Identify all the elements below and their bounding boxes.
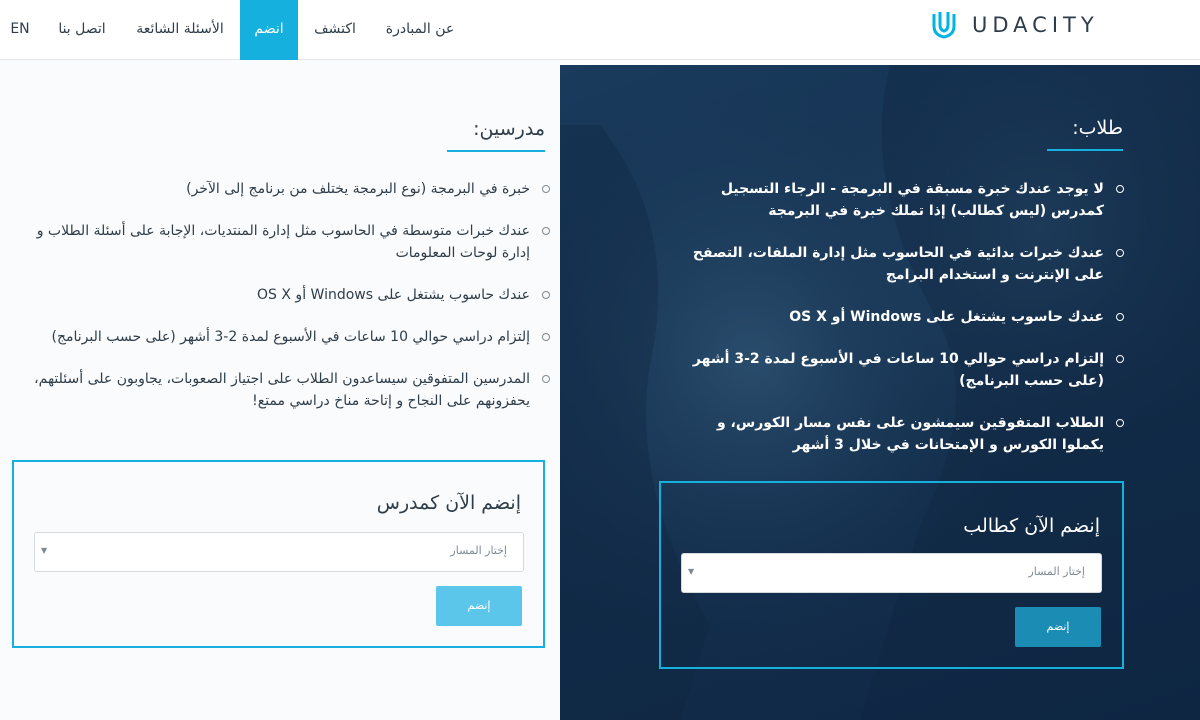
list-item (684, 306, 1124, 328)
list-item (28, 368, 550, 412)
circle-bullet-icon (542, 185, 550, 193)
list-item-text: لا يوجد عندك خبرة مسبقة في البرمجة - الرجاء التسجيل كمدرس (ليس كطالب) إذا تملك خبرة في البرمجة (720, 181, 1104, 219)
mentors-requirements-list (28, 178, 550, 412)
list-item (684, 178, 1124, 222)
circle-bullet-icon (1116, 355, 1124, 363)
select-placeholder: إختار المسار (1028, 565, 1085, 578)
list-item-text: عندك حاسوب يشتغل على Windows أو OS X (257, 287, 530, 303)
nav-about[interactable]: عن المبادرة (385, 21, 455, 37)
logo-wordmark: UDACITY (972, 13, 1099, 37)
student-join-title: إنضم الآن كطالب (963, 515, 1100, 537)
udacity-logo[interactable] (928, 10, 1099, 40)
list-item-text: الطلاب المتفوقين سيمشون على نفس مسار الكورس، و يكملوا الكورس و الإمتحانات في خلال 3 أشهر (716, 415, 1104, 453)
mentors-title: مدرسين: (473, 118, 545, 140)
circle-bullet-icon (542, 375, 550, 383)
circle-bullet-icon (1116, 249, 1124, 257)
circle-bullet-icon (542, 333, 550, 341)
list-item-text: إلتزام دراسي حوالي 10 ساعات في الأسبوع لمدة 2-3 أشهر (على حسب البرنامج) (51, 329, 530, 345)
nav-explore[interactable]: اكتشف (314, 21, 356, 37)
circle-bullet-icon (1116, 419, 1124, 427)
mentors-panel (0, 60, 560, 720)
student-join-button[interactable]: إنضم (1015, 607, 1101, 647)
list-item (28, 220, 550, 264)
student-track-select[interactable] (681, 553, 1102, 593)
students-requirements-list (684, 178, 1124, 456)
list-item-text: عندك حاسوب يشتغل على Windows أو OS X (789, 309, 1104, 325)
list-item-text: المدرسين المتفوقين سيساعدون الطلاب على اجتياز الصعوبات، يجاوبون على أسئلتهم، يحفزونهم على النجاح و إتاحة مناخ دراسي ممتع! (34, 371, 530, 409)
students-title-underline (1047, 149, 1123, 151)
student-join-box (659, 481, 1124, 669)
circle-bullet-icon (1116, 185, 1124, 193)
circle-bullet-icon (542, 227, 550, 235)
nav-join[interactable]: انضم (240, 0, 298, 60)
list-item (28, 178, 550, 200)
triangle-down-icon: ▼ (41, 546, 48, 555)
udacity-u-logo-icon (928, 10, 960, 40)
students-title: طلاب: (1072, 117, 1123, 139)
circle-bullet-icon (1116, 313, 1124, 321)
list-item (28, 284, 550, 306)
list-item-text: عندك خبرات متوسطة في الحاسوب مثل إدارة المنتديات، الإجابة على أسئلة الطلاب و إدارة لوحات المعلومات (36, 223, 530, 261)
list-item (684, 242, 1124, 286)
nav-language-toggle[interactable]: EN (10, 21, 30, 37)
select-placeholder: إختار المسار (450, 544, 507, 557)
mentor-join-box (12, 460, 545, 648)
list-item-text: خبرة في البرمجة (نوع البرمجة يختلف من برنامج إلى الآخر) (186, 181, 530, 197)
students-panel (560, 65, 1200, 720)
circle-bullet-icon (542, 291, 550, 299)
top-navigation (0, 0, 1200, 60)
list-item-text: إلتزام دراسي حوالي 10 ساعات في الأسبوع لمدة 2-3 أشهر (على حسب البرنامج) (692, 351, 1104, 389)
mentor-join-button[interactable]: إنضم (436, 586, 522, 626)
list-item (684, 348, 1124, 392)
mentor-track-select[interactable] (34, 532, 524, 572)
mentors-title-underline (447, 150, 545, 152)
nav-contact[interactable]: اتصل بنا (58, 21, 106, 37)
list-item (28, 326, 550, 348)
nav-faq[interactable]: الأسئلة الشائعة (136, 21, 224, 37)
mentor-join-title: إنضم الآن كمدرس (376, 492, 521, 514)
triangle-down-icon: ▼ (688, 567, 695, 576)
list-item (684, 412, 1124, 456)
list-item-text: عندك خبرات بدائية في الحاسوب مثل إدارة الملفات، التصفح على الإنترنت و استخدام البرامج (692, 245, 1104, 283)
